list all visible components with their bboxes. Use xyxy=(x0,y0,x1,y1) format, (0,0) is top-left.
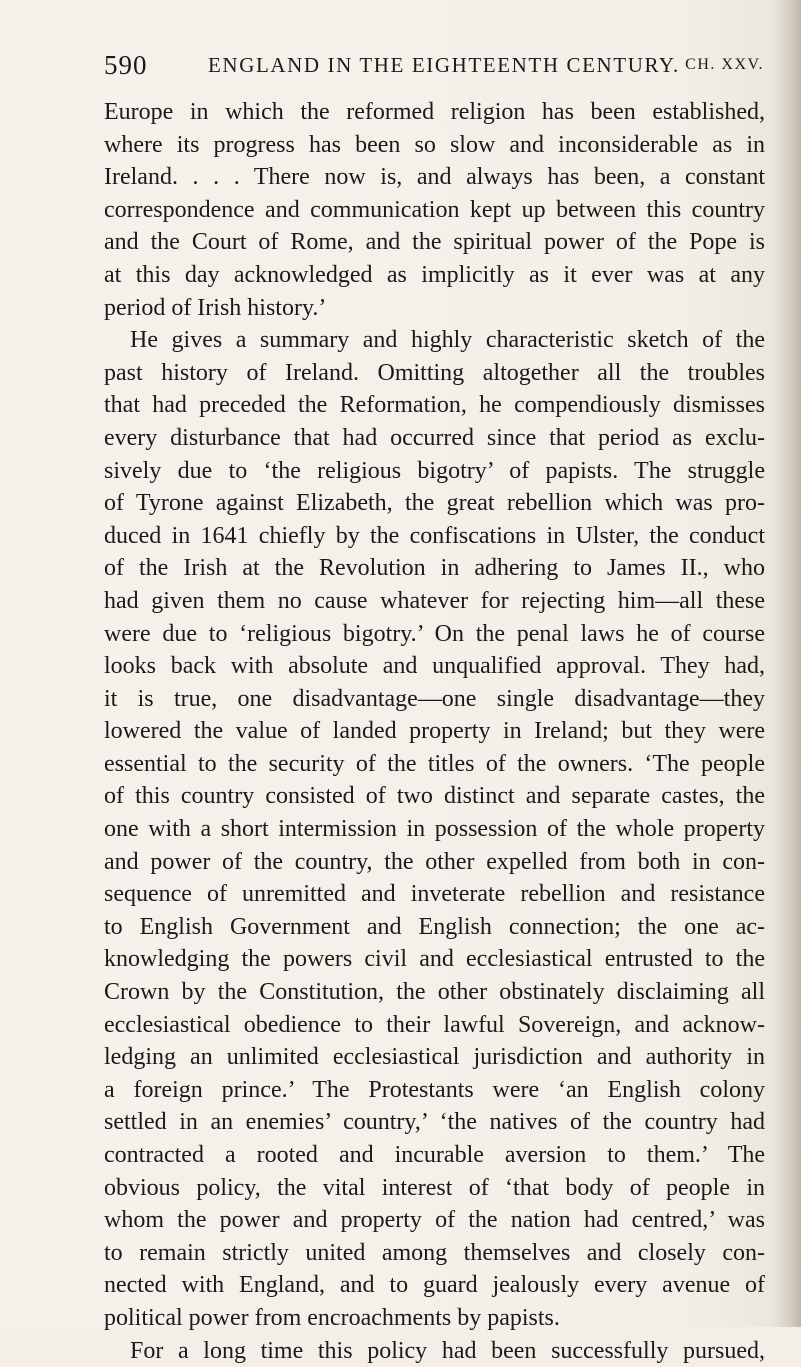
text-line: contracted a rooted and incurable aversion to them.’ The xyxy=(104,1142,765,1168)
paragraph-end-line: political power from encroachments by papists. xyxy=(104,1304,560,1331)
text-line: sequence of unremitted and inveterate rebellion and resistance xyxy=(104,881,765,908)
text-line: one with a short intermission in possession of the whole property xyxy=(104,816,765,843)
text-line: nected with England, and to guard jealously every avenue of xyxy=(104,1272,765,1299)
text-line: Ireland. . . . There now is, and always has been, a constant xyxy=(104,164,765,191)
text-line: and power of the country, the other expelled from both in con- xyxy=(104,848,765,875)
text-line: past history of Ireland. Omitting altogether all the troubles xyxy=(104,359,765,386)
page-header xyxy=(104,50,764,84)
text-line: looks back with absolute and unqualified approval. They had, xyxy=(104,653,765,680)
text-line: whom the power and property of the nation had centred,’ was xyxy=(104,1207,765,1234)
text-line: a foreign prince.’ The Protestants were ‘an English colony xyxy=(104,1076,765,1103)
text-line: essential to the security of the titles of the owners. ‘The people xyxy=(104,750,765,777)
text-line: were due to ‘religious bigotry.’ On the penal laws he of course xyxy=(104,620,765,647)
text-line: duced in 1641 chiefly by the confiscations in Ulster, the conduct xyxy=(104,522,765,549)
paragraph-start-line: He gives a summary and highly characteristic sketch of the xyxy=(130,327,765,354)
text-line: to English Government and English connection; the one ac- xyxy=(104,913,765,940)
text-line: correspondence and communication kept up between this country xyxy=(104,196,765,223)
text-line: at this day acknowledged as implicitly as it ever was at any xyxy=(104,261,765,288)
text-line: settled in an enemies’ country,’ ‘the natives of the country had xyxy=(104,1109,765,1136)
text-line: Crown by the Constitution, the other obstinately disclaiming all xyxy=(104,979,765,1006)
page-edge-shadow xyxy=(773,0,801,1327)
text-line: ledging an unlimited ecclesiastical jurisdiction and authority in xyxy=(104,1044,765,1071)
text-line: where its progress has been so slow and inconsiderable as in xyxy=(104,131,765,158)
text-line: it is true, one disadvantage—one single disadvantage—they xyxy=(104,685,765,712)
text-line: had given them no cause whatever for rejecting him—all these xyxy=(104,587,765,614)
paragraph-start-line: For a long time this policy had been successfully pursued, xyxy=(130,1337,765,1364)
text-line: of Tyrone against Elizabeth, the great rebellion which was pro- xyxy=(104,490,765,517)
text-line: sively due to ‘the religious bigotry’ of papists. The struggle xyxy=(104,457,765,484)
text-line: obvious policy, the vital interest of ‘that body of people in xyxy=(104,1174,765,1201)
chapter-reference: CH. XXV. xyxy=(685,56,764,73)
text-line: ecclesiastical obedience to their lawful Sovereign, and acknow- xyxy=(104,1011,765,1038)
text-line: knowledging the powers civil and ecclesiastical entrusted to the xyxy=(104,946,765,973)
text-line: of this country consisted of two distinct and separate castes, the xyxy=(104,783,765,810)
text-line: that had preceded the Reformation, he compendiously dismisses xyxy=(104,392,765,419)
text-line: to remain strictly united among themselves and closely con- xyxy=(104,1239,765,1266)
text-line: every disturbance that had occurred since that period as exclu- xyxy=(104,424,765,451)
body-text xyxy=(104,96,765,1367)
text-line: lowered the value of landed property in Ireland; but they were xyxy=(104,718,765,745)
text-line: of the Irish at the Revolution in adhering to James II., who xyxy=(104,555,765,582)
paragraph-end-line: period of Irish history.’ xyxy=(104,294,327,321)
running-head: ENGLAND IN THE EIGHTEENTH CENTURY. xyxy=(208,53,680,77)
text-line: Europe in which the reformed religion has been established, xyxy=(104,99,765,125)
page-number: 590 xyxy=(104,50,148,80)
text-line: and the Court of Rome, and the spiritual power of the Pope is xyxy=(104,229,765,256)
